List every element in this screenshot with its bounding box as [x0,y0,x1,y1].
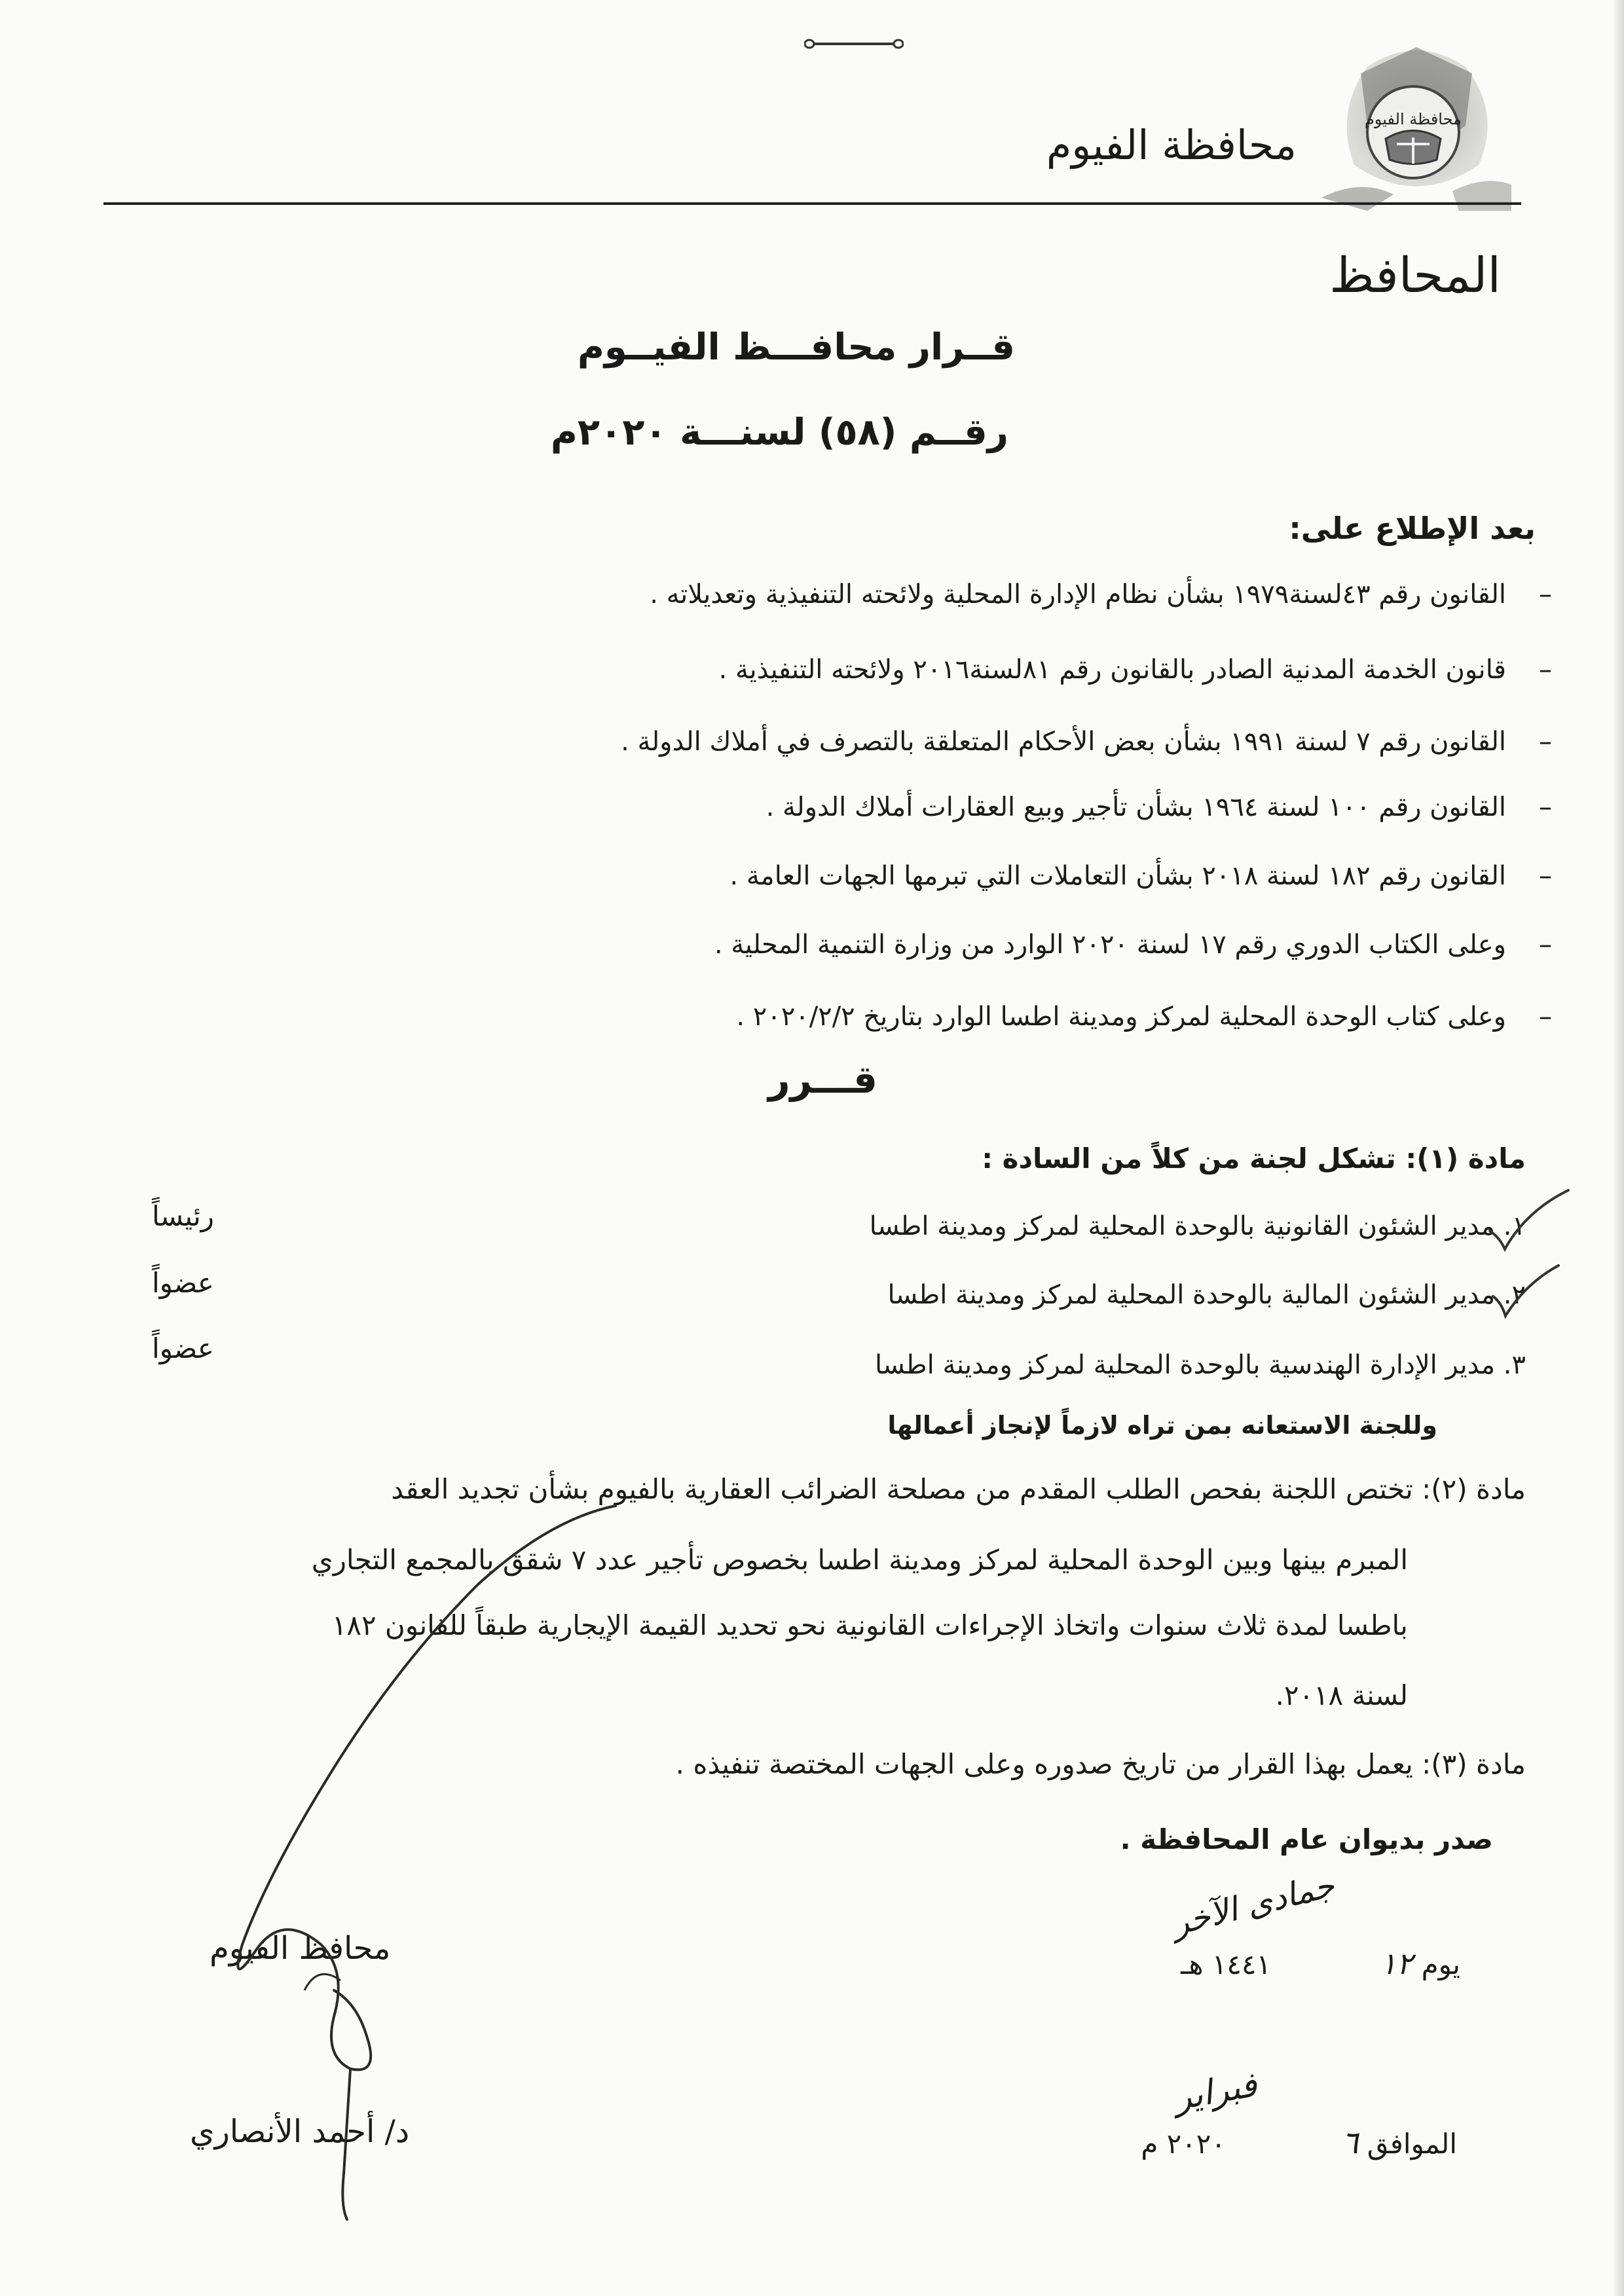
after-review-heading: بعد الإطلاع على: [1289,511,1536,546]
article-2-line: باطسا لمدة ثلاث سنوات واتخاذ الإجراءات القانونية نحو تحديد القيمة الإيجارية طبقاً للقانون ١٨٢ [331,1609,1408,1641]
governorate-emblem-logo [1321,34,1511,211]
reference-text: وعلى كتاب الوحدة المحلية لمركز ومدينة اطسا الوارد بتاريخ ٢٠٢٠/٢/٢ . [736,1002,1506,1032]
article-2-line: المبرم بينها وبين الوحدة المحلية لمركز ومدينة اطسا بخصوص تأجير عدد ٧ شقق بالمجمع التجاري [311,1544,1408,1576]
reference-text: قانون الخدمة المدنية الصادر بالقانون رقم ٨١لسنة٢٠١٦ ولائحته التنفيذية . [718,655,1506,685]
reference-text: القانون رقم ٤٣لسنة١٩٧٩ بشأن نظام الإدارة المحلية ولائحته التنفيذية وتعديلاته . [650,579,1506,610]
committee-member: ٣. مدير الإدارة الهندسية بالوحدة المحلية لمركز ومدينة اطسا [874,1350,1526,1380]
gregorian-prefix: الموافق [1367,2128,1457,2160]
gregorian-month-handwritten: فبراير [1171,2065,1261,2119]
list-dash: – [1539,579,1552,610]
list-dash: – [1539,1002,1552,1032]
reference-text: القانون رقم ١٠٠ لسنة ١٩٦٤ بشأن تأجير وبيع العقارات أملاك الدولة . [766,792,1506,822]
committee-assistance-note: وللجنة الاستعانه بمن تراه لازماً لإنجاز أعمالها [887,1411,1437,1440]
article-3-text: مادة (٣): يعمل بهذا القرار من تاريخ صدوره وعلى الجهات المختصة تنفيذه . [675,1748,1526,1780]
article-1-heading: مادة (١): تشكل لجنة من كلاً من السادة : [982,1142,1526,1175]
reference-item [714,930,1552,960]
article-2-text: مادة (٢): تختص اللجنة بفحص الطلب المقدم من مصلحة الضرائب العقارية بالفيوم بشأن تجديد العقد [391,1473,1526,1505]
reference-text: القانون رقم ١٨٢ لسنة ٢٠١٨ بشأن التعاملات التي تبرمها الجهات العامة . [729,861,1506,891]
reference-item [718,655,1552,685]
scan-edge [1612,0,1624,2296]
article-2-line: لسنة ٢٠١٨. [1275,1679,1408,1711]
reference-item [621,727,1552,757]
gregorian-date [1141,2124,1457,2161]
list-dash: – [1539,727,1552,757]
reference-item [729,861,1552,891]
gregorian-year: ٢٠٢٠ م [1141,2128,1226,2160]
decided-heading: قـــرر [768,1057,877,1102]
office-title: المحافظ [1329,247,1501,304]
list-dash: – [1539,655,1552,685]
reference-text: القانون رقم ٧ لسنة ١٩٩١ بشأن بعض الأحكام المتعلقة بالتصرف في أملاك الدولة . [621,727,1506,757]
hijri-prefix: يوم [1421,1948,1460,1980]
reference-item [766,792,1552,822]
list-dash: – [1539,792,1552,822]
committee-role: رئيساً [152,1200,214,1232]
emblem-lettering: محافظة الفيوم [1365,110,1462,128]
governorate-name: محافظة الفيوم [1046,121,1297,169]
issued-at: صدر بديوان عام المحافظة . [1120,1823,1493,1855]
reference-item [736,1002,1552,1032]
hijri-year: ١٤٤١ هـ [1181,1948,1272,1980]
hijri-day: ١٢ [1380,1946,1413,1981]
hijri-date [1181,1946,1460,1981]
list-dash: – [1539,861,1552,891]
hijri-month-handwritten: جمادى الآخر [1168,1866,1338,1943]
staple-mark [804,38,904,50]
gregorian-day: ٦ [1341,2124,1359,2161]
committee-role: عضواً [152,1332,214,1364]
decree-title: قــرار محافـــظ الفيــوم [577,326,1015,369]
committee-member: ١. مدير الشئون القانونية بالوحدة المحلية لمركز ومدينة اطسا [869,1211,1526,1241]
decree-number: رقــم (٥٨) لسنـــة ٢٠٢٠م [550,411,1008,454]
signatory-name: د/ أحمد الأنصاري [190,2113,410,2150]
signatory-title: محافظ الفيوم [210,1930,391,1967]
committee-member: ٢. مدير الشئون المالية بالوحدة المحلية لمركز ومدينة اطسا [887,1280,1526,1310]
reference-item [650,579,1552,610]
committee-role: عضواً [152,1267,214,1299]
reference-text: وعلى الكتاب الدوري رقم ١٧ لسنة ٢٠٢٠ الوارد من وزارة التنمية المحلية . [714,930,1506,960]
list-dash: – [1539,930,1552,960]
article-2-line [391,1473,1526,1505]
header-divider [103,202,1521,205]
